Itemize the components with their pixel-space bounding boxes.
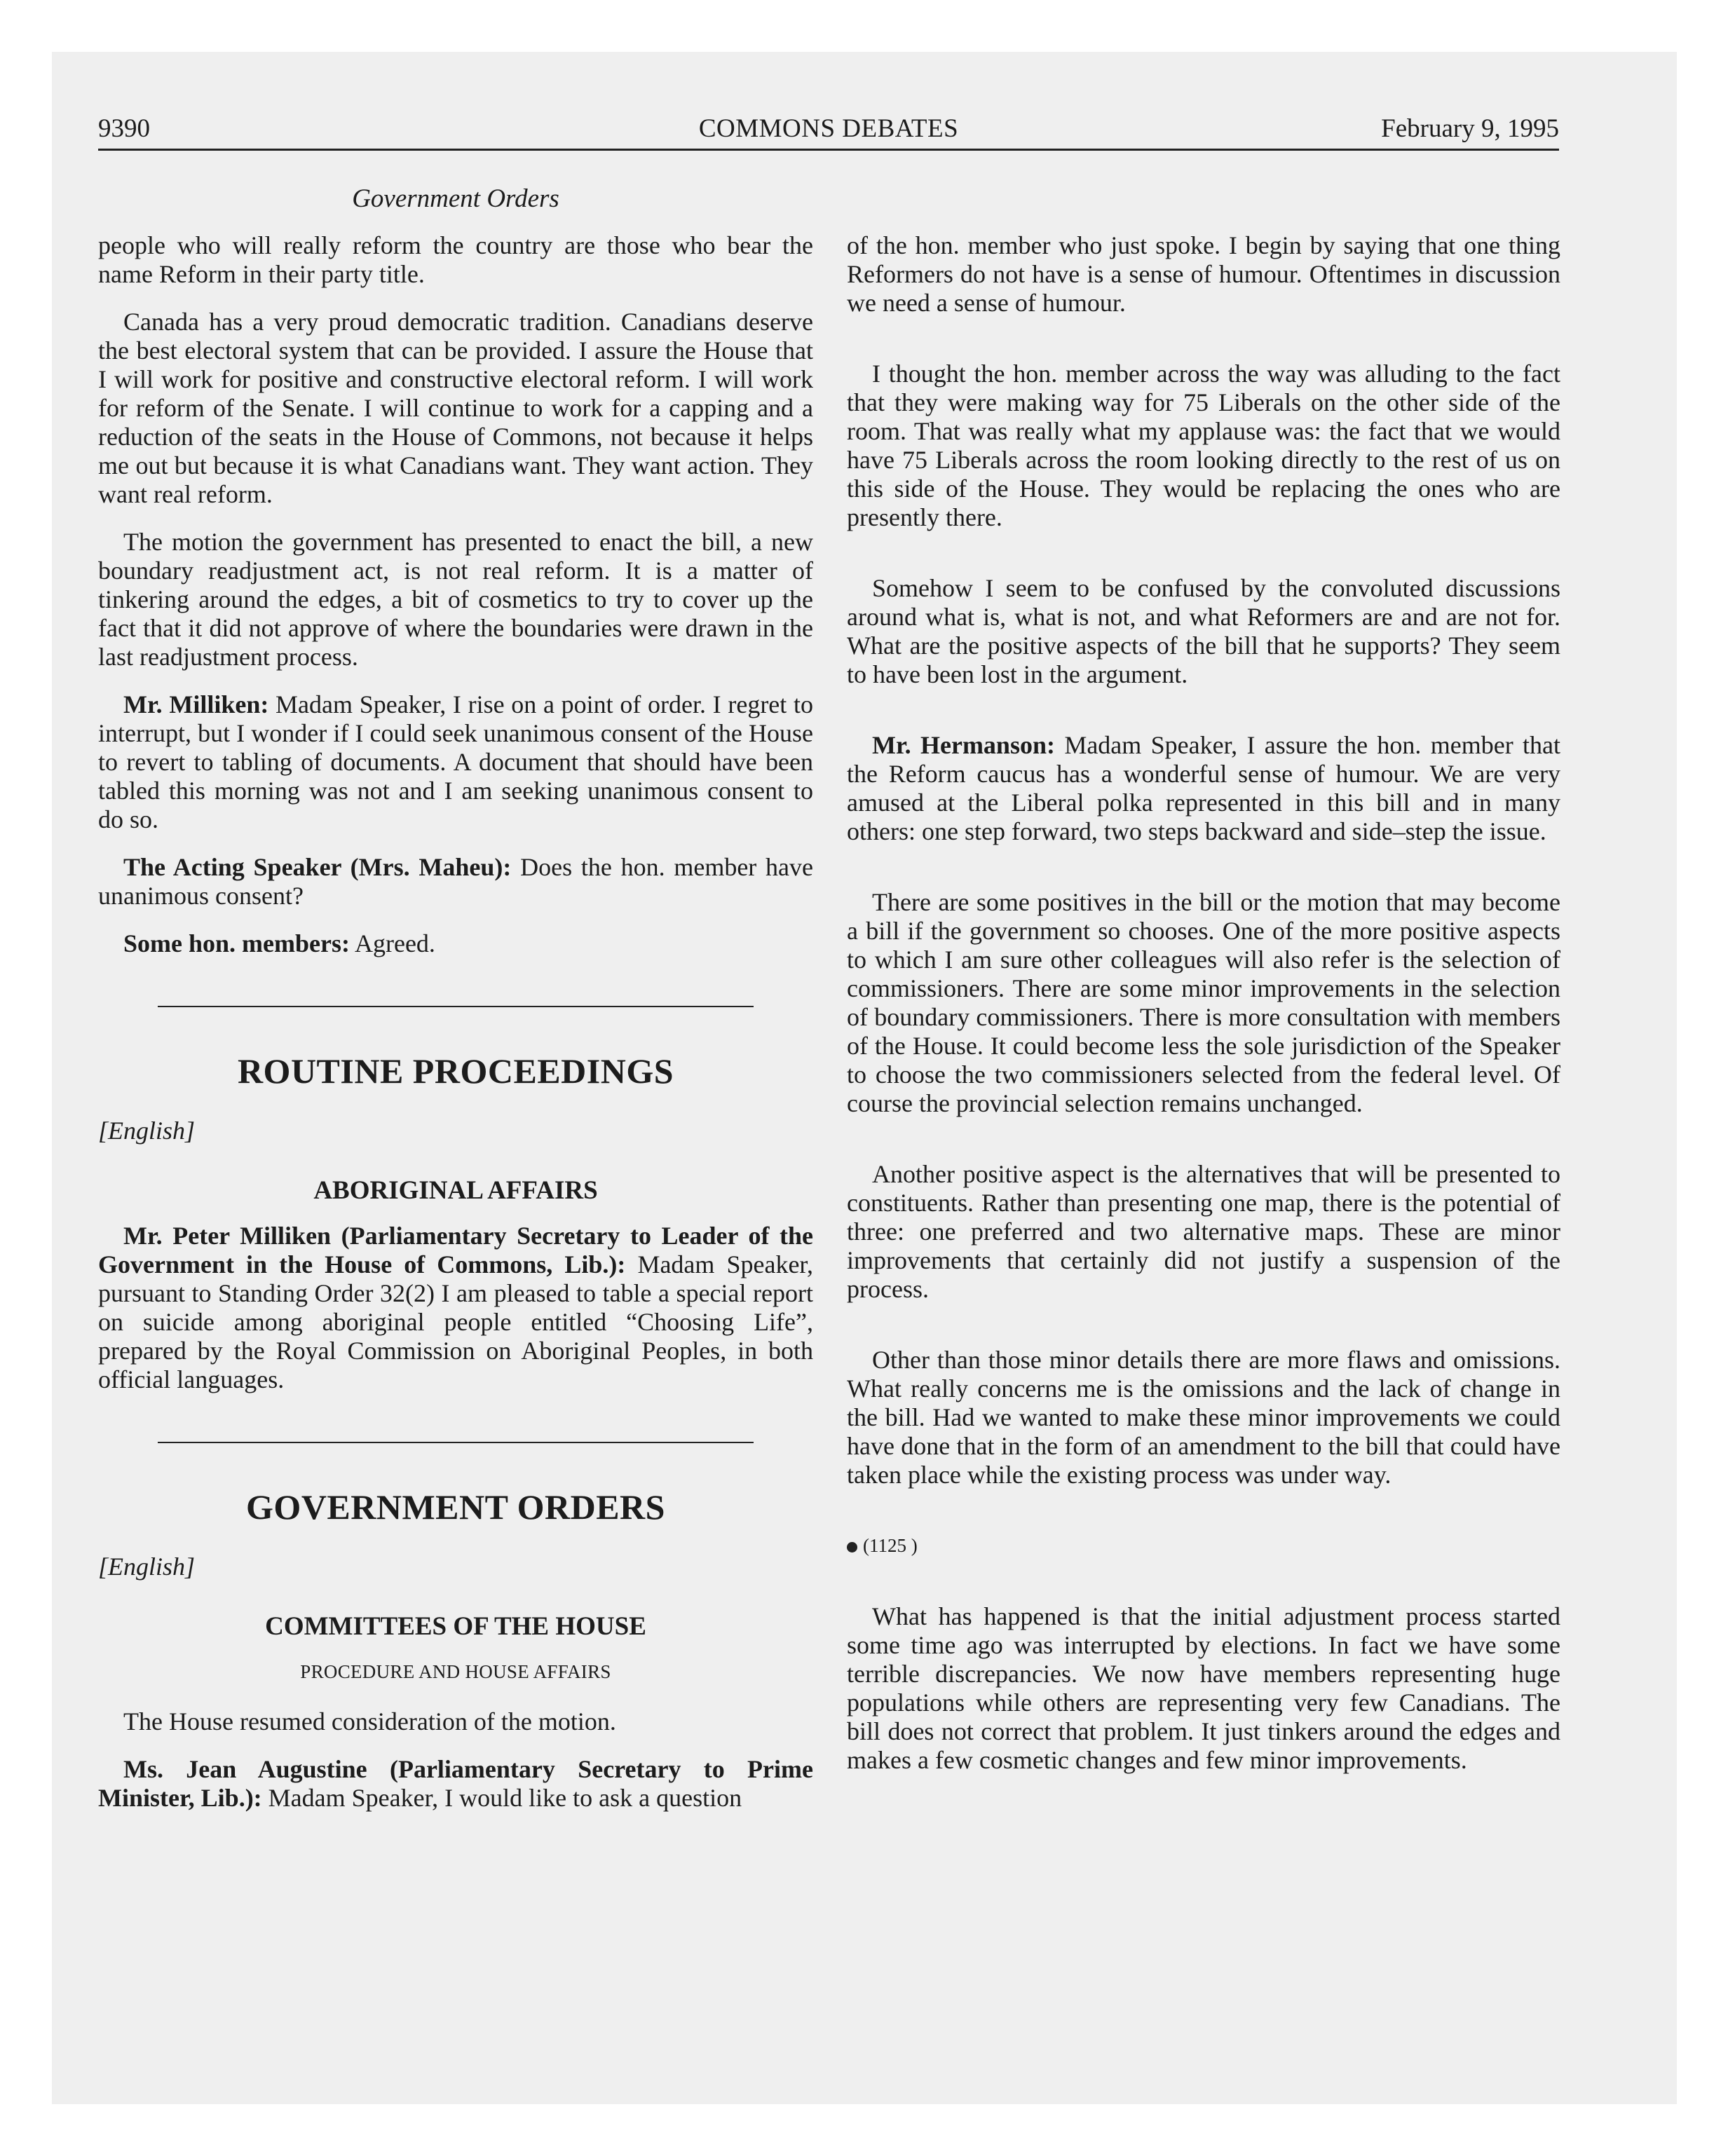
speech-text: Does the hon. member have unanimous consent? xyxy=(98,853,814,910)
right-column xyxy=(847,231,1560,1817)
language-tag: [English] xyxy=(98,1117,196,1145)
speech-paragraph xyxy=(98,929,813,958)
paragraph: Other than those minor details there are more flaws and omissions. What really concerns me is the omissions and the lack of change in the bill. Had we wanted to make these minor improvements we could have done that in the form of an amendment to the bill that could have taken place while the existing process was under way. xyxy=(847,1346,1560,1489)
time-marker xyxy=(847,1531,1560,1560)
publication-title: COMMONS DEBATES xyxy=(698,114,959,143)
speech-paragraph xyxy=(98,853,813,910)
paragraph: What has happened is that the initial adjustment process started some time ago was interrupted by elections. In fact we have some terrible discrepancies. We now have members representing huge populations while others are representing very few Canadians. The bill does not correct that problem. It just tinkers around the edges and makes a few cosmetic changes and few minor improvements. xyxy=(847,1602,1560,1774)
speech-paragraph xyxy=(98,690,813,834)
speech-paragraph xyxy=(98,1222,813,1394)
subsection-heading: ABORIGINAL AFFAIRS xyxy=(313,1176,598,1205)
speech-text: Agreed. xyxy=(349,929,435,957)
paragraph: Another positive aspect is the alternatives that will be presented to constituents. Rather than presenting one map, there is the potential of three: one preferred and two alternative maps. These are minor improvements that certainly did not justify a suspension of the process. xyxy=(847,1160,1560,1303)
section-title: ROUTINE PROCEEDINGS xyxy=(237,1051,674,1091)
header-rule xyxy=(98,149,1559,151)
speaker-name: Mr. Milliken: xyxy=(123,690,269,718)
speech-text: Madam Speaker, I would like to ask a question xyxy=(261,1784,742,1812)
subsection-heading: COMMITTEES OF THE HOUSE xyxy=(265,1612,646,1641)
speaker-name: The Acting Speaker (Mrs. Maheu): xyxy=(123,853,512,881)
speech-paragraph xyxy=(98,1755,813,1813)
paragraph: of the hon. member who just spoke. I begin by saying that one thing Reformers do not have is a sense of humour. Oftentimes in discussion we need a sense of humour. xyxy=(847,231,1560,317)
left-column xyxy=(98,231,813,1831)
speech-text: Madam Speaker, I rise on a point of order. I regret to interrupt, but I wonder if I could seek unanimous consent of the House to revert to tabling of documents. A document that should have been tabled this morning was not and I am seeking unanimous consent to do so. xyxy=(98,690,813,833)
page-number: 9390 xyxy=(98,114,150,143)
page-header xyxy=(98,114,1559,151)
speech-paragraph xyxy=(847,731,1560,846)
speech-text: Madam Speaker, pursuant to Standing Order 32(2) I am pleased to table a special report on suicide among aboriginal people entitled “Choosing Life”, prepared by the Royal Commission on Aboriginal Peoples, in both official languages. xyxy=(98,1250,813,1393)
language-tag: [English] xyxy=(98,1553,196,1581)
bullet-icon xyxy=(847,1542,857,1553)
speaker-name: Mr. Hermanson: xyxy=(872,731,1055,759)
paragraph: The motion the government has presented to enact the bill, a new boundary readjustment act, is not real reform. It is a matter of tinkering around the edges, a bit of cosmetics to try to cover up the fact that it did not approve of where the boundaries were drawn in the last readjustment process. xyxy=(98,528,813,671)
paragraph: I thought the hon. member across the way was alluding to the fact that they were making way for 75 Liberals on the other side of the room. That was really what my applause was: the fact that we would have 75 Liberals across the room looking directly to the rest of us on this side of the House. They would be replacing the ones who are presently there. xyxy=(847,360,1560,531)
speaker-name: Some hon. members: xyxy=(123,929,350,957)
speech-text: Madam Speaker, I assure the hon. member that the Reform caucus has a wonderful sense of humour. We are very amused at the Liberal polka represented in this bill and in many others: one step forward, two steps backward and side–step the issue. xyxy=(847,731,1561,845)
running-head: Government Orders xyxy=(352,184,559,213)
section-divider xyxy=(158,1442,754,1443)
paragraph: Canada has a very proud democratic tradition. Canadians deserve the best electoral system that can be provided. I assure the House that I will work for positive and constructive electoral reform. I will work for reform of the Senate. I will continue to work for a capping and a reduction of the seats in the House of Commons, not because it helps me out but because it is what Canadians want. They want action. They want real reform. xyxy=(98,308,813,508)
paragraph: There are some positives in the bill or the motion that may become a bill if the government so chooses. One of the more positive aspects to which I am sure other colleagues will also refer is the selection of commissioners. There are some minor improvements in the selection of boundary commissioners. There is more consultation with members of the House. It could become less the sole jurisdiction of the Speaker to choose the two commissioners selected from the federal level. Of course the provincial selection remains unchanged. xyxy=(847,888,1560,1117)
speaker-name: Mr. Peter Milliken (Parliamentary Secretary to Leader of the Government in the House of Commons, Lib.): xyxy=(98,1222,813,1278)
time-marker-text: (1125 ) xyxy=(863,1535,918,1556)
paragraph: people who will really reform the country are those who bear the name Reform in their party title. xyxy=(98,231,813,288)
paragraph: Somehow I seem to be confused by the convoluted discussions around what is, what is not, and what Reformers are and are not for. What are the positive aspects of the bill that he supports? They seem to have been lost in the argument. xyxy=(847,574,1560,688)
paragraph: The House resumed consideration of the motion. xyxy=(123,1707,616,1735)
publication-date: February 9, 1995 xyxy=(1381,114,1559,143)
section-divider xyxy=(158,1006,754,1007)
speaker-name: Ms. Jean Augustine (Parliamentary Secretary to Prime Minister, Lib.): xyxy=(98,1755,813,1812)
section-title: GOVERNMENT ORDERS xyxy=(246,1487,665,1527)
subsection-subheading: PROCEDURE AND HOUSE AFFAIRS xyxy=(300,1661,611,1682)
